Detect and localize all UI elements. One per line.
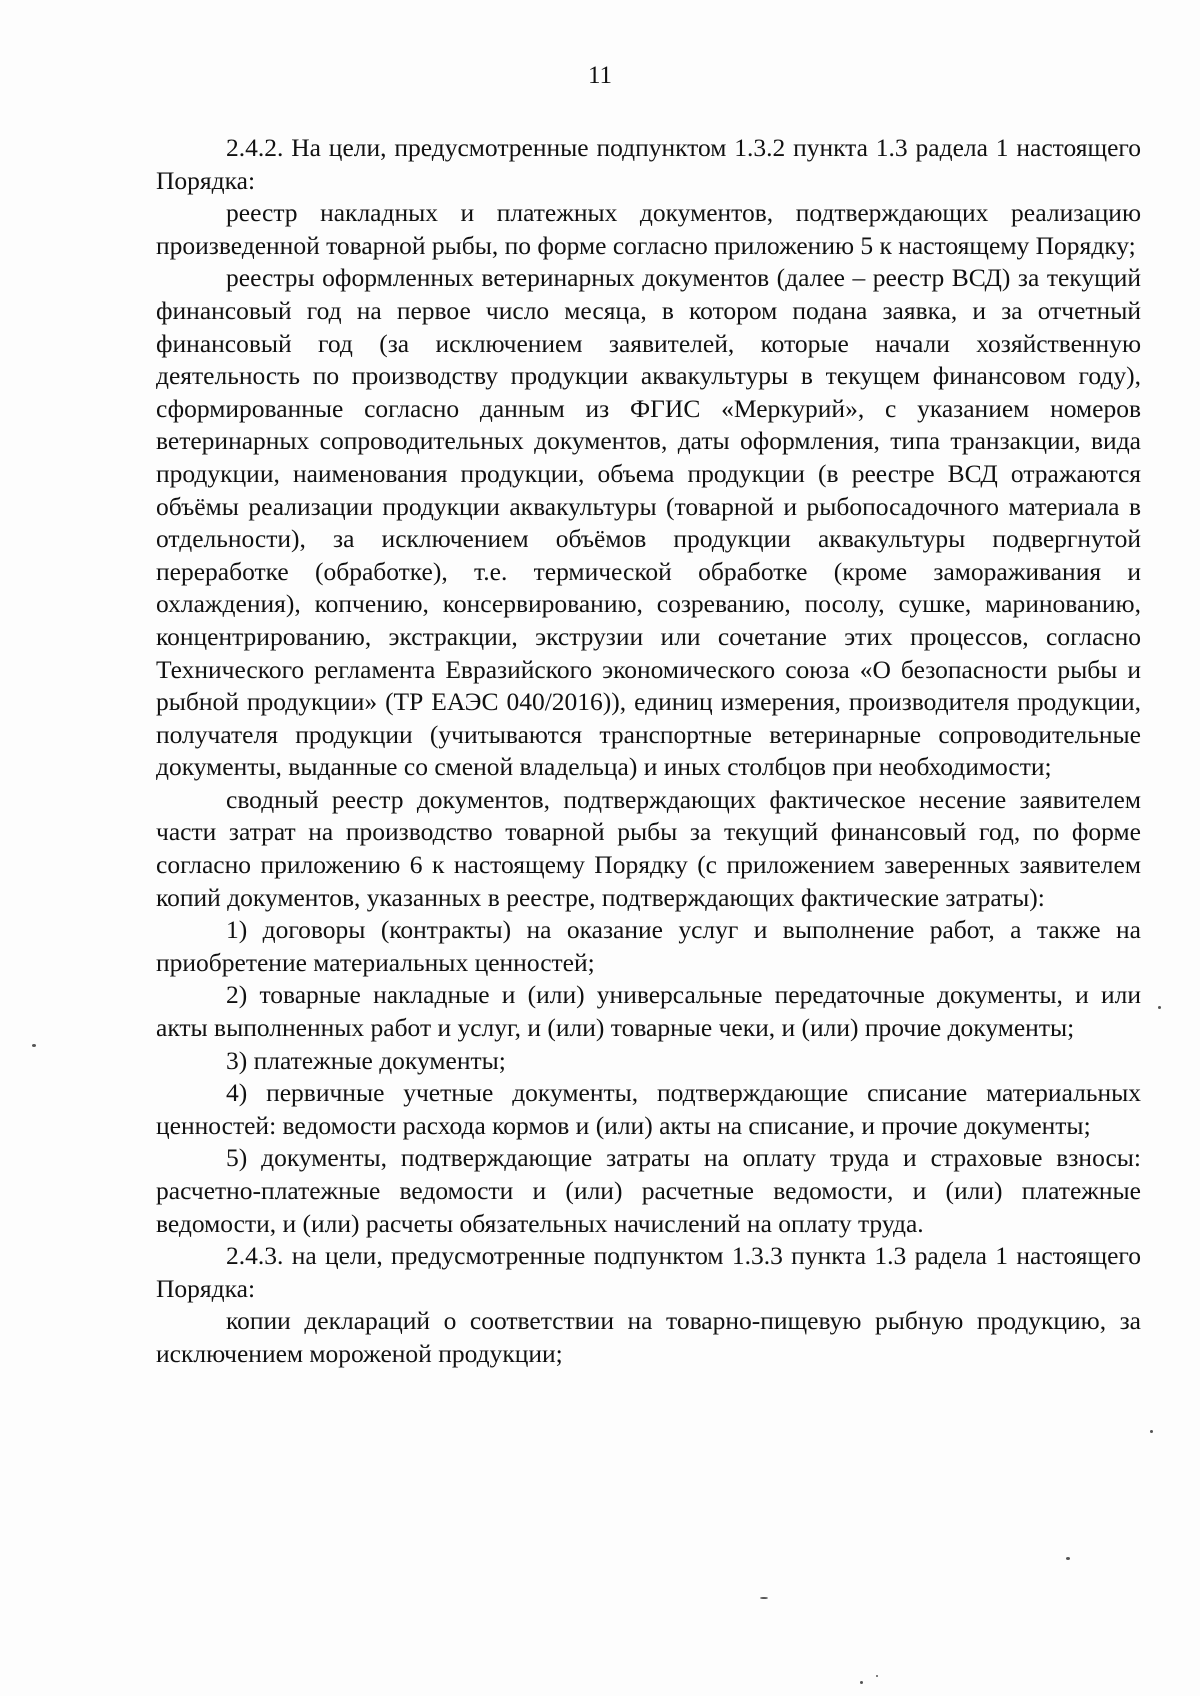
list-item-primary-documents: 4) первичные учетные документы, подтверждающие списание материальных ценностей: ведомости расхода кормов и (или) акты на списание, и прочие документы; — [156, 1078, 1141, 1140]
paragraph-vsd-registry: реестры оформленных ветеринарных документов (далее – реестр ВСД) за текущий финансовый год на первое число месяца, в котором подана заявка, и за отчетный финансовый год (за исключением заявителей, которые начали хозяйственную деятельность по производству продукции аквакультуры в текущем финансовом году), сформированные согласно данным из ФГИС «Меркурий», с указанием номеров ветеринарных сопроводительных документов, даты оформления, типа транзакции, вида продукции, наименования продукции, объема продукции (в реестре ВСД отражаются объёмы реализации продукции аквакультуры (товарной и рыбопосадочного материала в отдельности), за исключением объёмов продукции аквакультуры подвергнутой переработке (обработке), т.е. термической обработке (кроме замораживания и охлаждения), копчению, консервированию, созреванию, посолу, сушке, маринованию, концентрированию, экстракции, экструзии или сочетание этих процессов, согласно Технического регламента Евразийского экономического союза «О безопасности рыбы и рыбной продукции» (ТР ЕАЭС 040/2016)), единиц измерения, производителя продукции, получателя продукции (учитываются транспортные ветеринарные сопроводительные документы, выданные со сменой владельца) и иных столбцов при необходимости; — [156, 263, 1141, 782]
list-item-payroll-documents: 5) документы, подтверждающие затраты на оплату труда и страховые взносы: расчетно-платежные ведомости и (или) расчетные ведомости, и (или) платежные ведомости, и (или) расчеты обязательных начислений на оплату труда. — [156, 1143, 1141, 1238]
paragraph-2-4-2-heading: 2.4.2. На цели, предусмотренные подпунктом 1.3.2 пункта 1.3 радела 1 настоящего Порядка: — [156, 133, 1141, 195]
paragraph-declarations: копии деклараций о соответствии на товарно-пищевую рыбную продукцию, за исключением мороженой продукции; — [156, 1306, 1141, 1368]
list-item-payment-documents: 3) платежные документы; — [226, 1045, 506, 1075]
scan-speck — [1066, 1557, 1070, 1560]
list-item-contracts: 1) договоры (контракты) на оказание услуг и выполнение работ, а также на приобретение материальных ценностей; — [156, 915, 1141, 977]
scan-speck — [32, 1044, 36, 1047]
scan-speck — [760, 1597, 768, 1599]
paragraph-invoice-registry: реестр накладных и платежных документов, подтверждающих реализацию произведенной товарной рыбы, по форме согласно приложению 5 к настоящему Порядку; — [156, 198, 1141, 260]
scan-speck — [1158, 1006, 1161, 1009]
page-number: 11 — [587, 62, 613, 89]
list-item-invoices: 2) товарные накладные и (или) универсальные передаточные документы, и или акты выполненных работ и услуг, и (или) товарные чеки, и (или) прочие документы; — [156, 980, 1141, 1043]
document-body — [156, 132, 1141, 1371]
scan-speck — [860, 1681, 863, 1684]
paragraph-2-4-3-heading: 2.4.3. на цели, предусмотренные подпунктом 1.3.3 пункта 1.3 радела 1 настоящего Порядка: — [156, 1241, 1141, 1303]
scan-speck — [1150, 1430, 1153, 1433]
scan-speck — [876, 1675, 878, 1677]
paragraph-cost-registry: сводный реестр документов, подтверждающих фактическое несение заявителем части затрат на производство товарной рыбы за текущий финансовый год, по форме согласно приложению 6 к настоящему Порядку (с приложением заверенных заявителем копий документов, указанных в реестре, подтверждающих фактические затраты): — [156, 784, 1141, 912]
